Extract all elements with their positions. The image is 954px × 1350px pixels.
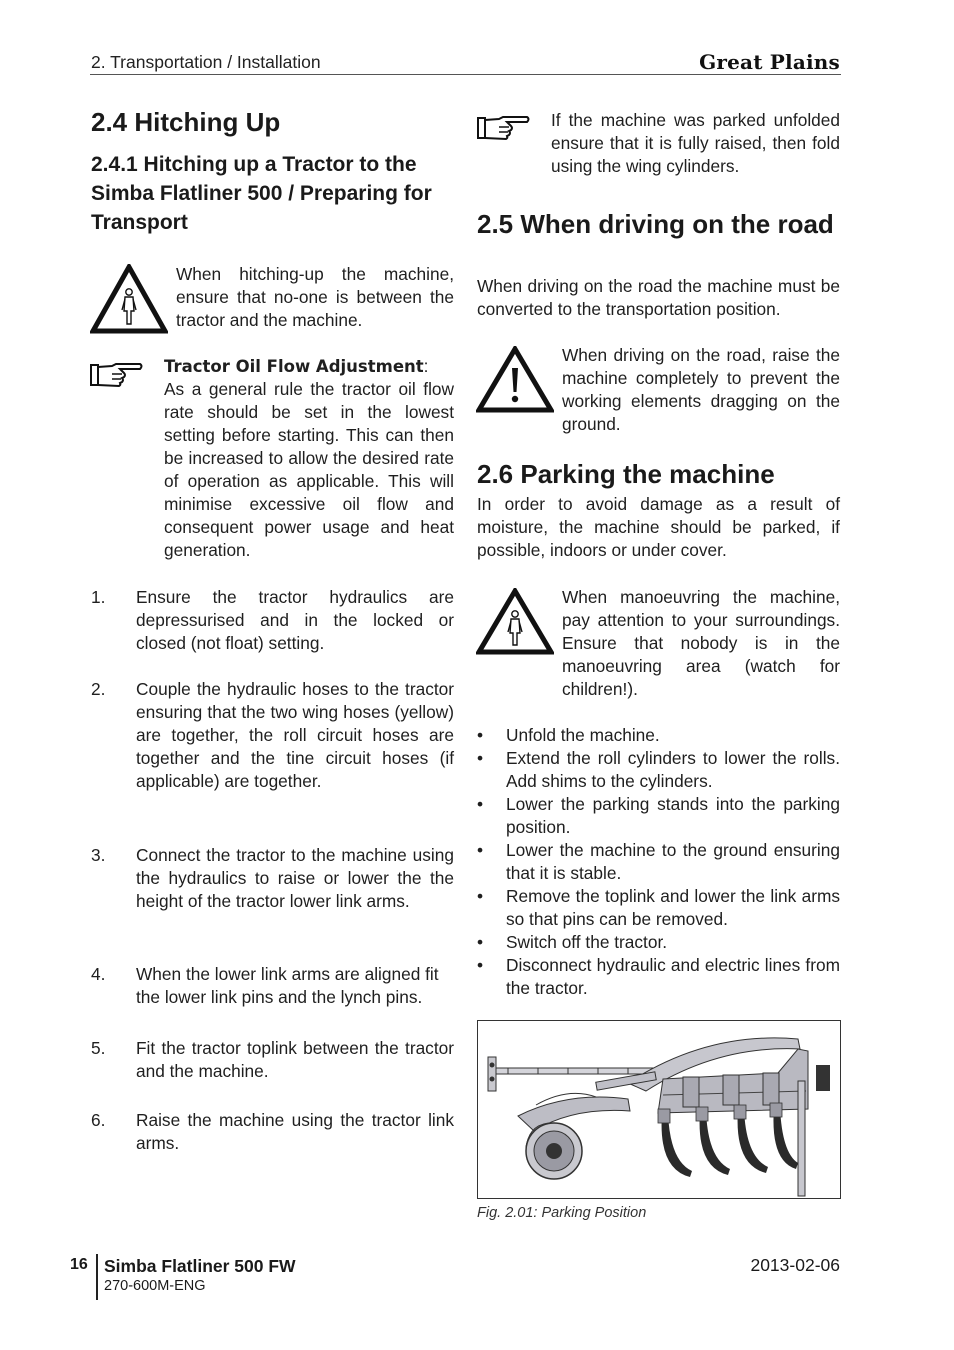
step-text: Raise the machine using the tractor link arms. — [136, 1110, 454, 1153]
heading-driving-road: 2.5 When driving on the road — [477, 209, 834, 239]
step-text: Ensure the tractor hydraulics are depressurised and in the locked or closed (not float) setting. — [136, 587, 454, 653]
road-text: When driving on the road the machine must be converted to the transportation position. — [477, 276, 840, 319]
footer-divider — [96, 1254, 98, 1300]
list-item — [477, 885, 840, 931]
list-item — [477, 747, 840, 793]
bullet-text: Switch off the tractor. — [506, 932, 668, 952]
warning-manoeuvre-text: When manoeuvring the machine, pay attention to your surroundings. Ensure that nobody is in the manoeuvring area (watch for children!). — [562, 587, 840, 699]
warning-person-icon — [476, 588, 554, 655]
machine-illustration — [478, 1021, 841, 1199]
warning-hitching-text: When hitching-up the machine, ensure that no-one is between the tractor and the machine. — [176, 264, 454, 330]
pointing-hand-icon — [90, 362, 144, 388]
step-text: Couple the hydraulic hoses to the tractor ensuring that the two wing hoses (yellow) are together, the roll circuit hoses are together and the tine circuit hoses (if applicable) are together. — [136, 679, 454, 791]
step-number: 4. — [91, 964, 106, 984]
step-number: 6. — [91, 1110, 106, 1130]
list-item — [477, 954, 840, 1000]
bullet-dot: • — [477, 748, 484, 768]
step-number: 3. — [91, 845, 106, 865]
bullet-text: Unfold the machine. — [506, 725, 660, 745]
bullet-text: Lower the machine to the ground ensuring that it is stable. — [506, 840, 840, 883]
footer-code: 270-600M-ENG — [104, 1278, 206, 1294]
parking-position-figure — [477, 1020, 841, 1199]
step-text: When the lower link arms are aligned fit the lower link pins and the lynch pins. — [136, 964, 439, 1007]
bullet-dot: • — [477, 955, 484, 975]
bullet-text: Remove the toplink and lower the link arms so that pins can be removed. — [506, 886, 840, 929]
heading-parking: 2.6 Parking the machine — [477, 459, 775, 489]
unfolded-note-text: If the machine was parked unfolded ensure that it is fully raised, then fold using the wing cylinders. — [551, 110, 840, 176]
step-text: Connect the tractor to the machine using the hydraulics to raise or lower the the height of the tractor lower link arms. — [136, 845, 454, 911]
brand-logo: Great Plains — [699, 50, 840, 74]
oil-flow-colon: : — [423, 356, 429, 376]
pointing-hand-icon — [477, 115, 531, 141]
warning-road-text: When driving on the road, raise the machine completely to prevent the working elements dragging on the ground. — [562, 345, 840, 434]
list-item — [477, 724, 840, 747]
bullet-text: Extend the roll cylinders to lower the rolls. Add shims to the cylinders. — [506, 748, 840, 791]
warning-exclamation-icon — [476, 346, 554, 413]
bullet-text: Lower the parking stands into the parking position. — [506, 794, 840, 837]
step-number: 5. — [91, 1038, 106, 1058]
step-text: Fit the tractor toplink between the tractor and the machine. — [136, 1038, 454, 1081]
parking-text: In order to avoid damage as a result of moisture, the machine should be parked, if possible, indoors or under cover. — [477, 494, 840, 560]
heading-hitching-tractor: 2.4.1 Hitching up a Tractor to the Simba Flatliner 500 / Preparing for Transport — [91, 153, 432, 234]
oil-flow-note — [164, 355, 454, 562]
oil-flow-body: As a general rule the tractor oil flow rate should be set in the lowest setting before starting. This can then be increased to allow the desired rate of operation as applicable. This will minimise excessive oil flow and consequent power usage and heat generation. — [164, 379, 454, 560]
list-item — [477, 931, 840, 954]
header-divider — [90, 74, 841, 75]
header-section-title: 2. Transportation / Installation — [91, 52, 321, 72]
warning-person-icon — [90, 264, 168, 334]
list-item — [477, 839, 840, 885]
footer-title: Simba Flatliner 500 FW — [104, 1256, 296, 1276]
parking-steps-list — [477, 724, 840, 1000]
heading-hitching-up: 2.4 Hitching Up — [91, 107, 281, 137]
bullet-dot: • — [477, 886, 484, 906]
step-number: 2. — [91, 679, 106, 699]
figure-caption: Fig. 2.01: Parking Position — [477, 1205, 647, 1221]
footer-date: 2013-02-06 — [750, 1255, 840, 1275]
bullet-dot: • — [477, 794, 484, 814]
step-number: 1. — [91, 587, 106, 607]
list-item — [477, 793, 840, 839]
bullet-text: Disconnect hydraulic and electric lines from the tractor. — [506, 955, 840, 998]
bullet-dot: • — [477, 725, 484, 745]
bullet-dot: • — [477, 932, 484, 952]
bullet-dot: • — [477, 840, 484, 860]
oil-flow-title: Tractor Oil Flow Adjustment — [164, 357, 424, 376]
page-number: 16 — [70, 1256, 88, 1273]
